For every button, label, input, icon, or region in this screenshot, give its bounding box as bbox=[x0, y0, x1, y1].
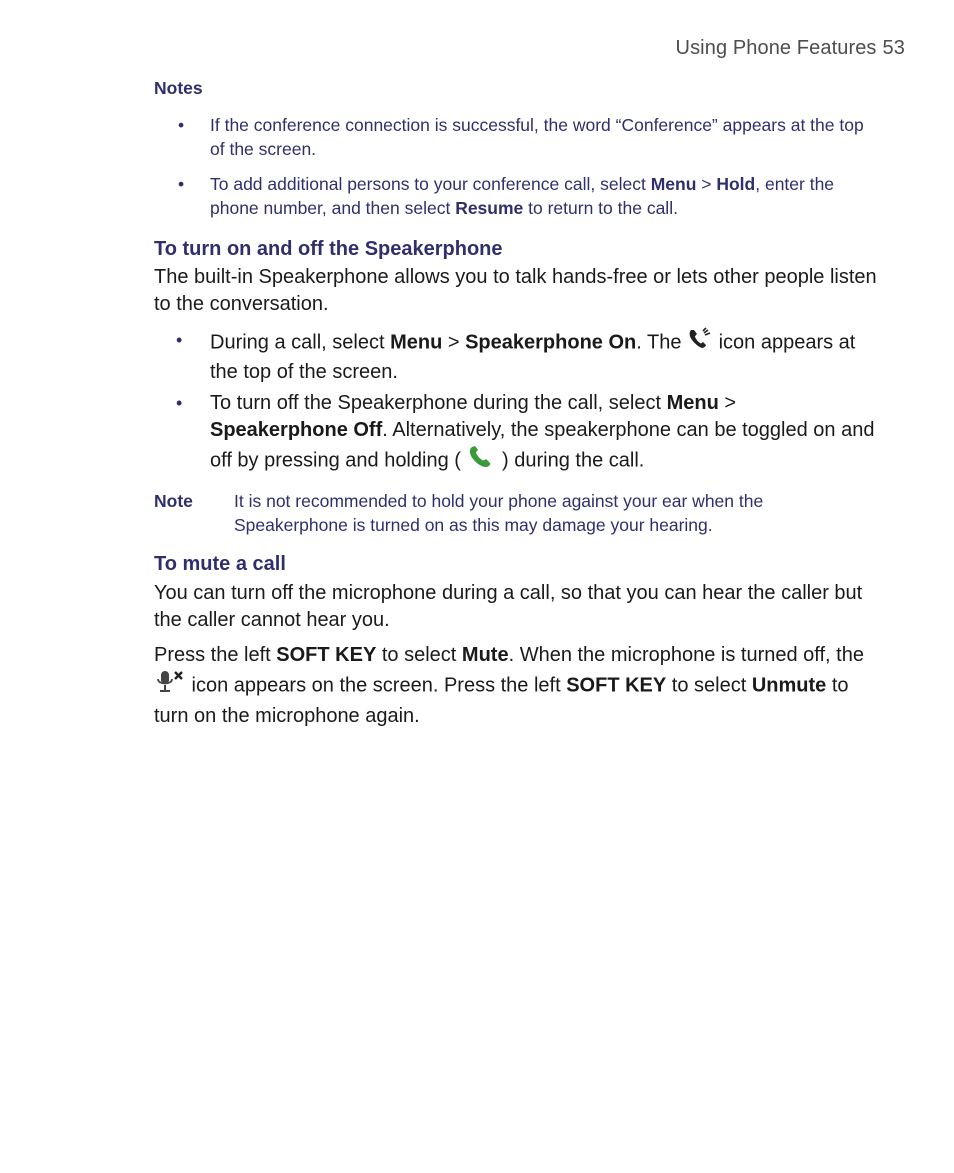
mute-heading: To mute a call bbox=[154, 553, 286, 575]
menu-keyword: Menu bbox=[666, 392, 719, 414]
text: to select bbox=[376, 644, 462, 666]
list-item bbox=[154, 327, 878, 386]
text: ) during the call. bbox=[496, 449, 645, 472]
soft-key-keyword: SOFT KEY bbox=[566, 674, 667, 697]
list-item bbox=[154, 390, 878, 478]
menu-keyword: Menu bbox=[390, 331, 443, 354]
mute-icon bbox=[154, 669, 186, 703]
speakerphone-on-keyword: Speakerphone On bbox=[465, 331, 637, 354]
text: . The bbox=[636, 331, 688, 354]
mute-instructions bbox=[154, 642, 878, 730]
text: > bbox=[442, 331, 466, 354]
mute-intro: You can turn off the microphone during a call, so that you can hear the caller but the caller cannot hear you. bbox=[154, 582, 863, 631]
text: icon appears at the top of the screen. bbox=[210, 331, 856, 383]
speakerphone-heading: To turn on and off the Speakerphone bbox=[154, 238, 503, 260]
text: > bbox=[718, 392, 737, 414]
soft-key-keyword: SOFT KEY bbox=[276, 644, 377, 666]
text: During a call, select bbox=[210, 331, 391, 354]
bullet-icon: • bbox=[178, 174, 185, 194]
text: to turn on the microphone again. bbox=[154, 674, 849, 727]
bullet-icon: • bbox=[176, 393, 183, 413]
text: Press the left bbox=[154, 644, 277, 666]
bullet-icon: • bbox=[178, 115, 185, 135]
mute-keyword: Mute bbox=[461, 644, 509, 666]
speakerphone-intro: The built-in Speakerphone allows you to talk hands-free or lets other people listen to the conversation. bbox=[154, 266, 877, 315]
page-number: 53 bbox=[882, 37, 905, 59]
text: To turn off the Speakerphone during the call, select bbox=[210, 392, 667, 414]
note-text: If the conference connection is successful, the word “Conference” appears at the top of the screen. bbox=[210, 115, 864, 159]
text: To add additional persons to your conference call, select bbox=[210, 174, 651, 194]
note-label: Note bbox=[154, 491, 193, 511]
speakerphone-steps bbox=[154, 327, 878, 386]
menu-keyword: Menu bbox=[650, 174, 697, 194]
speakerphone-icon bbox=[687, 327, 713, 359]
text: to return to the call. bbox=[523, 198, 678, 218]
hold-keyword: Hold bbox=[716, 174, 756, 194]
text: , enter the phone number, and then select bbox=[210, 174, 835, 218]
speakerphone-steps-2 bbox=[154, 390, 878, 478]
notes-list-2 bbox=[154, 172, 878, 220]
text: icon appears on the screen. Press the left bbox=[186, 674, 567, 697]
text: > bbox=[696, 174, 717, 194]
text: . When the microphone is turned off, the bbox=[508, 644, 864, 666]
bullet-icon: • bbox=[176, 330, 183, 350]
note-block bbox=[154, 489, 878, 537]
list-item bbox=[154, 113, 878, 161]
list-item bbox=[154, 172, 878, 220]
unmute-keyword: Unmute bbox=[751, 674, 827, 697]
resume-keyword: Resume bbox=[455, 198, 524, 218]
section-title: Using Phone Features bbox=[675, 37, 877, 59]
speakerphone-off-keyword: Speakerphone Off bbox=[210, 419, 383, 441]
running-head bbox=[676, 37, 905, 60]
text: to select bbox=[666, 674, 752, 697]
notes-list bbox=[154, 113, 878, 161]
notes-label: Notes bbox=[154, 78, 203, 98]
talk-button-icon bbox=[466, 444, 496, 478]
text: . Alternatively, the speakerphone can be toggled on and off by pressing and holding ( bbox=[210, 419, 875, 472]
note-text: It is not recommended to hold your phone against your ear when the Speakerphone is turned on as this may damage your hearing. bbox=[234, 491, 764, 535]
